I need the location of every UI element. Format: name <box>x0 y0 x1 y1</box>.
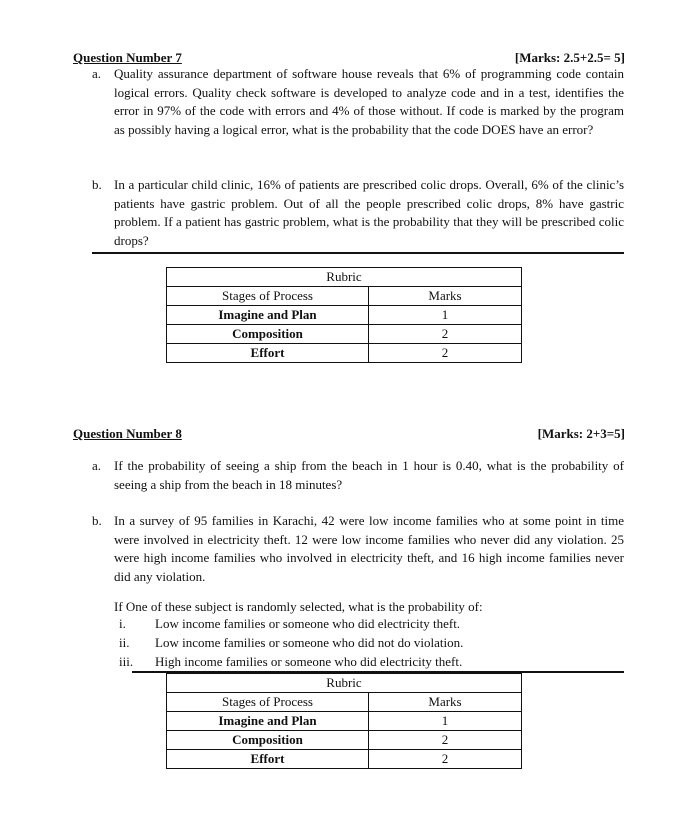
list-item-text: Low income families or someone who did electricity theft. <box>155 616 461 631</box>
rubric-col-marks: Marks <box>369 693 522 712</box>
rubric-col-marks: Marks <box>369 287 522 306</box>
q8-title: Question Number 8 <box>73 426 182 441</box>
q7-title: Question Number 7 <box>73 50 182 65</box>
list-item-label: ii. <box>119 635 130 650</box>
rubric-header-row <box>167 693 522 712</box>
list-item-text: High income families or someone who did electricity theft. <box>155 654 463 669</box>
q7-b-label: b. <box>92 177 102 192</box>
rubric-stage-cell: Imagine and Plan <box>167 712 369 731</box>
rubric-title: Rubric <box>167 674 522 693</box>
q8-b-label: b. <box>92 513 102 528</box>
q7-a-text: Quality assurance department of software house reveals that 6% of programming code contain logical errors. Quality check software is developed to analyze code and in a test, identifies the error in 97% of the code with errors and 4% of those without. If code is marked by the program as possibly having a logical error, what is the probability that the code DOES have an error? <box>114 66 624 137</box>
rubric-stage-cell: Composition <box>167 325 369 344</box>
q8-b-text: In a survey of 95 families in Karachi, 42 were low income families who at some point in time were involved in electricity theft. 12 were low income families who never did any violation. 25 were high income families who involved in electricity theft, and 16 high income families never did any violation. <box>114 513 624 584</box>
rubric-stage-cell: Effort <box>167 344 369 363</box>
table-row <box>167 325 522 344</box>
rubric-title-row <box>167 674 522 693</box>
list-item-text: Low income families or someone who did not do violation. <box>155 635 464 650</box>
q7-a-label: a. <box>92 66 102 81</box>
rubric-marks-cell: 2 <box>369 750 522 769</box>
rubric-col-stages: Stages of Process <box>167 287 369 306</box>
table-row <box>167 306 522 325</box>
rubric-marks-cell: 2 <box>369 325 522 344</box>
q8-rubric-table <box>166 673 522 769</box>
q8-prompt: If One of these subject is randomly selected, what is the probability of: <box>114 599 483 614</box>
list-item <box>114 633 634 652</box>
rubric-stage-cell: Composition <box>167 731 369 750</box>
list-item <box>114 614 634 633</box>
rubric-stage-cell: Imagine and Plan <box>167 306 369 325</box>
q7-divider <box>92 252 624 254</box>
table-row <box>167 344 522 363</box>
list-item <box>114 652 634 671</box>
q8-a-label: a. <box>92 458 102 473</box>
rubric-marks-cell: 2 <box>369 344 522 363</box>
rubric-marks-cell: 1 <box>369 306 522 325</box>
table-row <box>167 712 522 731</box>
q7-b-text: In a particular child clinic, 16% of patients are prescribed colic drops. Overall, 6% of the clinic’s patients have gastric problem. Out of all the people prescribed colic drops, 8% have gastric problem. If a patient has gastric problem, what is the probability that they will be prescribed colic drops? <box>114 177 624 248</box>
table-row <box>167 731 522 750</box>
q8-part-b <box>92 512 624 586</box>
list-item-label: i. <box>119 616 126 631</box>
q8-marks: [Marks: 2+3=5] <box>537 426 625 441</box>
rubric-marks-cell: 2 <box>369 731 522 750</box>
q8-header <box>73 426 625 442</box>
rubric-header-row <box>167 287 522 306</box>
rubric-col-stages: Stages of Process <box>167 693 369 712</box>
q7-header <box>73 50 625 66</box>
table-row <box>167 750 522 769</box>
q8-a-text: If the probability of seeing a ship from the beach in 1 hour is 0.40, what is the probability of seeing a ship from the beach in 18 minutes? <box>114 458 624 492</box>
q8-part-a <box>92 457 624 494</box>
rubric-stage-cell: Effort <box>167 750 369 769</box>
rubric-title: Rubric <box>167 268 522 287</box>
q7-part-a <box>92 65 624 139</box>
q7-rubric-table <box>166 267 522 363</box>
rubric-marks-cell: 1 <box>369 712 522 731</box>
rubric-title-row <box>167 268 522 287</box>
q7-marks: [Marks: 2.5+2.5= 5] <box>514 50 625 65</box>
list-item-label: iii. <box>119 654 134 669</box>
q7-part-b <box>92 176 624 250</box>
